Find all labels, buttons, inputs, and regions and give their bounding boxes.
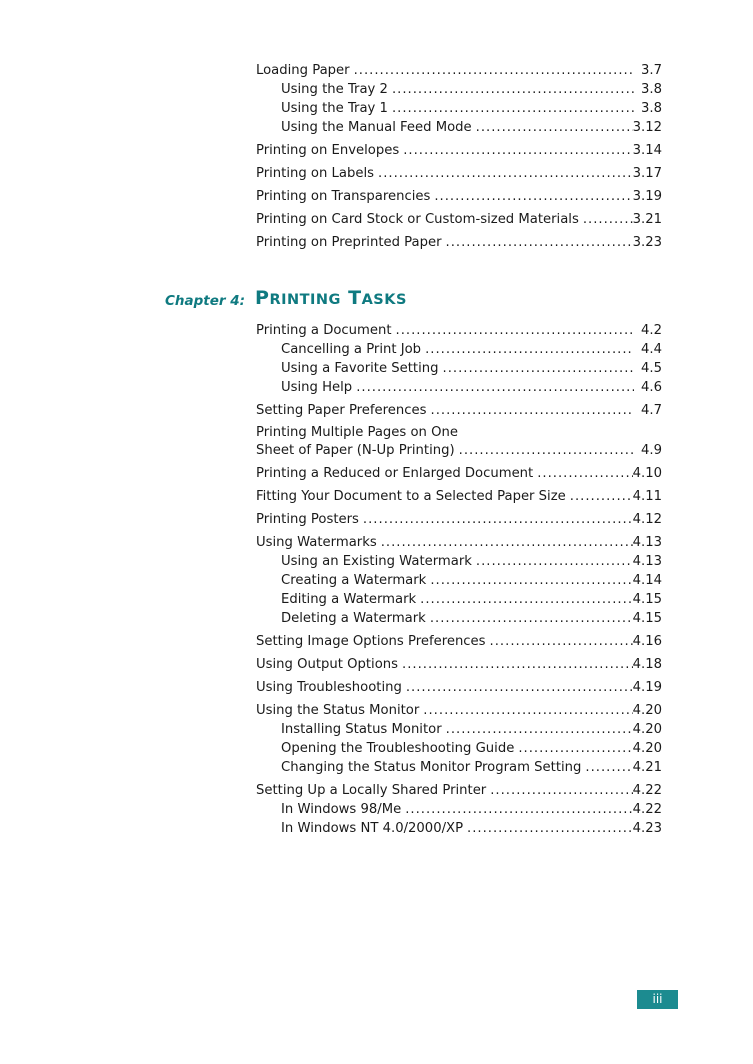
dot-leader <box>442 720 633 739</box>
toc-entry-title: Using the Tray 2 <box>281 82 388 97</box>
toc-entry-title: Printing on Preprinted Paper <box>256 235 442 250</box>
toc-subentry[interactable] <box>256 552 662 571</box>
toc-entry-title: Printing on Transparencies <box>256 189 431 204</box>
dot-leader <box>463 819 633 838</box>
dot-leader <box>455 442 634 460</box>
toc-entry-title: Installing Status Monitor <box>281 722 442 737</box>
toc-page-number: 4.10 <box>632 466 662 481</box>
dot-leader <box>350 61 634 80</box>
toc-page-number: 4.9 <box>641 443 662 458</box>
toc-page-number: 3.14 <box>632 143 662 158</box>
page-number-badge: iii <box>637 990 678 1009</box>
toc-page-number: 4.4 <box>641 342 662 357</box>
dot-leader <box>398 655 633 674</box>
dot-leader <box>472 118 633 137</box>
toc-entry[interactable] <box>256 401 662 420</box>
toc-entry[interactable] <box>256 678 662 697</box>
toc-subentry[interactable] <box>256 340 662 359</box>
toc-page-number: 4.13 <box>632 535 662 550</box>
toc-entry-title: Setting Paper Preferences <box>256 403 427 418</box>
toc-entry[interactable] <box>256 655 662 674</box>
chapter-title <box>255 287 407 309</box>
toc-entry[interactable] <box>256 187 662 206</box>
toc-page-number: 4.23 <box>632 821 662 836</box>
dot-leader <box>533 464 632 483</box>
toc-entry[interactable] <box>256 510 662 529</box>
toc-page-number: 4.5 <box>641 361 662 376</box>
toc-entry-title: In Windows NT 4.0/2000/XP <box>281 821 464 836</box>
toc-subentry[interactable] <box>256 739 662 758</box>
toc-subentry[interactable] <box>256 118 662 137</box>
dot-leader <box>416 590 632 609</box>
toc-entry[interactable] <box>256 210 662 229</box>
dot-leader <box>388 80 634 99</box>
toc-entry[interactable] <box>256 424 662 460</box>
toc-entry-title: Sheet of Paper (N-Up Printing) <box>256 443 455 458</box>
dot-leader <box>514 739 632 758</box>
dot-leader <box>486 781 632 800</box>
toc-entry-title: Using Watermarks <box>256 535 377 550</box>
toc-subentry[interactable] <box>256 609 662 628</box>
toc-page-number: 3.8 <box>641 82 662 97</box>
toc-page-number: 3.8 <box>641 101 662 116</box>
dot-leader <box>399 141 632 160</box>
toc-entry-title: Creating a Watermark <box>281 573 427 588</box>
toc-page-number: 4.15 <box>632 592 662 607</box>
toc-page-number: 3.12 <box>632 120 662 135</box>
toc-page-number: 4.22 <box>632 783 662 798</box>
dot-leader <box>419 701 632 720</box>
toc-page-number: 4.19 <box>632 680 662 695</box>
chapter-title-asks: ASKS <box>361 292 407 308</box>
dot-leader <box>352 378 634 397</box>
toc-page-number: 4.12 <box>632 512 662 527</box>
toc-page-number: 4.13 <box>632 554 662 569</box>
toc-entry-title: Printing Posters <box>256 512 359 527</box>
dot-leader <box>579 210 633 229</box>
toc-entry-title: Using the Manual Feed Mode <box>281 120 472 135</box>
dot-leader <box>421 340 634 359</box>
toc-entry[interactable] <box>256 464 662 483</box>
toc-entry-title: Using an Existing Watermark <box>281 554 472 569</box>
toc-page-number: 4.20 <box>632 741 662 756</box>
dot-leader <box>439 359 635 378</box>
dot-leader <box>377 533 633 552</box>
toc-entry[interactable] <box>256 321 662 340</box>
toc-entry[interactable] <box>256 701 662 720</box>
toc-entry-title: Using Troubleshooting <box>256 680 402 695</box>
toc-entry[interactable] <box>256 632 662 651</box>
dot-leader <box>427 401 634 420</box>
toc-entry-title-line1: Printing Multiple Pages on One <box>256 425 458 440</box>
toc-page-number: 4.6 <box>641 380 662 395</box>
toc-entry-title: Setting Up a Locally Shared Printer <box>256 783 487 798</box>
toc-entry-title: Deleting a Watermark <box>281 611 426 626</box>
dot-leader <box>486 632 633 651</box>
dot-leader <box>392 321 634 340</box>
toc-entry[interactable] <box>256 233 662 252</box>
toc-entry[interactable] <box>256 781 662 800</box>
toc-section-4 <box>256 321 662 838</box>
toc-entry-title: Using the Status Monitor <box>256 703 420 718</box>
dot-leader <box>442 233 633 252</box>
toc-page-number: 3.17 <box>632 166 662 181</box>
dot-leader <box>401 800 632 819</box>
toc-page-number: 4.20 <box>632 722 662 737</box>
toc-entry[interactable] <box>256 533 662 552</box>
chapter-title-rinting: RINTING <box>269 292 341 308</box>
toc-entry-title: Using Output Options <box>256 657 398 672</box>
chapter-title-t: T <box>348 287 362 309</box>
toc-entry-title: Editing a Watermark <box>281 592 417 607</box>
toc-page-number: 4.7 <box>641 403 662 418</box>
toc-entry-title: In Windows 98/Me <box>281 802 402 817</box>
toc-subentry[interactable] <box>256 80 662 99</box>
toc-subentry[interactable] <box>256 571 662 590</box>
toc-page-number: 3.21 <box>632 212 662 227</box>
toc-entry-title: Using Help <box>281 380 353 395</box>
toc-page-number: 3.19 <box>632 189 662 204</box>
dot-leader <box>402 678 633 697</box>
toc-page-number: 4.18 <box>632 657 662 672</box>
toc-page-number: 4.11 <box>632 489 662 504</box>
toc-page-number: 4.21 <box>632 760 662 775</box>
toc-entry-title: Cancelling a Print Job <box>281 342 422 357</box>
toc-entry[interactable] <box>256 141 662 160</box>
toc-subentry[interactable] <box>256 590 662 609</box>
dot-leader <box>566 487 633 506</box>
toc-page-number: 4.20 <box>632 703 662 718</box>
toc-page-number: 4.14 <box>632 573 662 588</box>
dot-leader <box>388 99 634 118</box>
dot-leader <box>359 510 633 529</box>
toc-entry[interactable] <box>256 61 662 80</box>
toc-subentry[interactable] <box>256 800 662 819</box>
toc-entry[interactable] <box>256 164 662 183</box>
toc-page-number: 3.7 <box>641 63 662 78</box>
toc-subentry[interactable] <box>256 758 662 777</box>
toc-subentry[interactable] <box>256 378 662 397</box>
dot-leader <box>426 609 633 628</box>
toc-entry-title: Loading Paper <box>256 63 350 78</box>
toc-entry-title: Setting Image Options Preferences <box>256 634 486 649</box>
toc-page-number: 4.22 <box>632 802 662 817</box>
toc-entry-title: Printing on Envelopes <box>256 143 400 158</box>
toc-page-number: 4.15 <box>632 611 662 626</box>
dot-leader <box>430 187 632 206</box>
toc-entry-title: Changing the Status Monitor Program Setting <box>281 760 582 775</box>
toc-entry-title: Printing a Document <box>256 323 392 338</box>
dot-leader <box>581 758 632 777</box>
toc-page-number: 4.16 <box>632 634 662 649</box>
toc-entry-title: Opening the Troubleshooting Guide <box>281 741 515 756</box>
toc-section-3 <box>256 61 662 252</box>
chapter-title-p: P <box>255 287 270 309</box>
toc-subentry[interactable] <box>256 720 662 739</box>
toc-entry-title: Using a Favorite Setting <box>281 361 439 376</box>
toc-page-number: 4.2 <box>641 323 662 338</box>
toc-entry[interactable] <box>256 487 662 506</box>
chapter-label: Chapter 4: <box>165 293 246 309</box>
dot-leader <box>472 552 633 571</box>
toc-entry-title: Printing a Reduced or Enlarged Document <box>256 466 534 481</box>
toc-subentry[interactable] <box>256 99 662 118</box>
toc-subentry[interactable] <box>256 359 662 378</box>
toc-subentry[interactable] <box>256 819 662 838</box>
dot-leader <box>426 571 632 590</box>
toc-entry-title: Fitting Your Document to a Selected Paper Size <box>256 489 566 504</box>
toc-entry-title: Using the Tray 1 <box>281 101 388 116</box>
toc-page-number: 3.23 <box>632 235 662 250</box>
toc-entry-title: Printing on Card Stock or Custom-sized Materials <box>256 212 579 227</box>
toc-entry-title: Printing on Labels <box>256 166 374 181</box>
dot-leader <box>374 164 633 183</box>
